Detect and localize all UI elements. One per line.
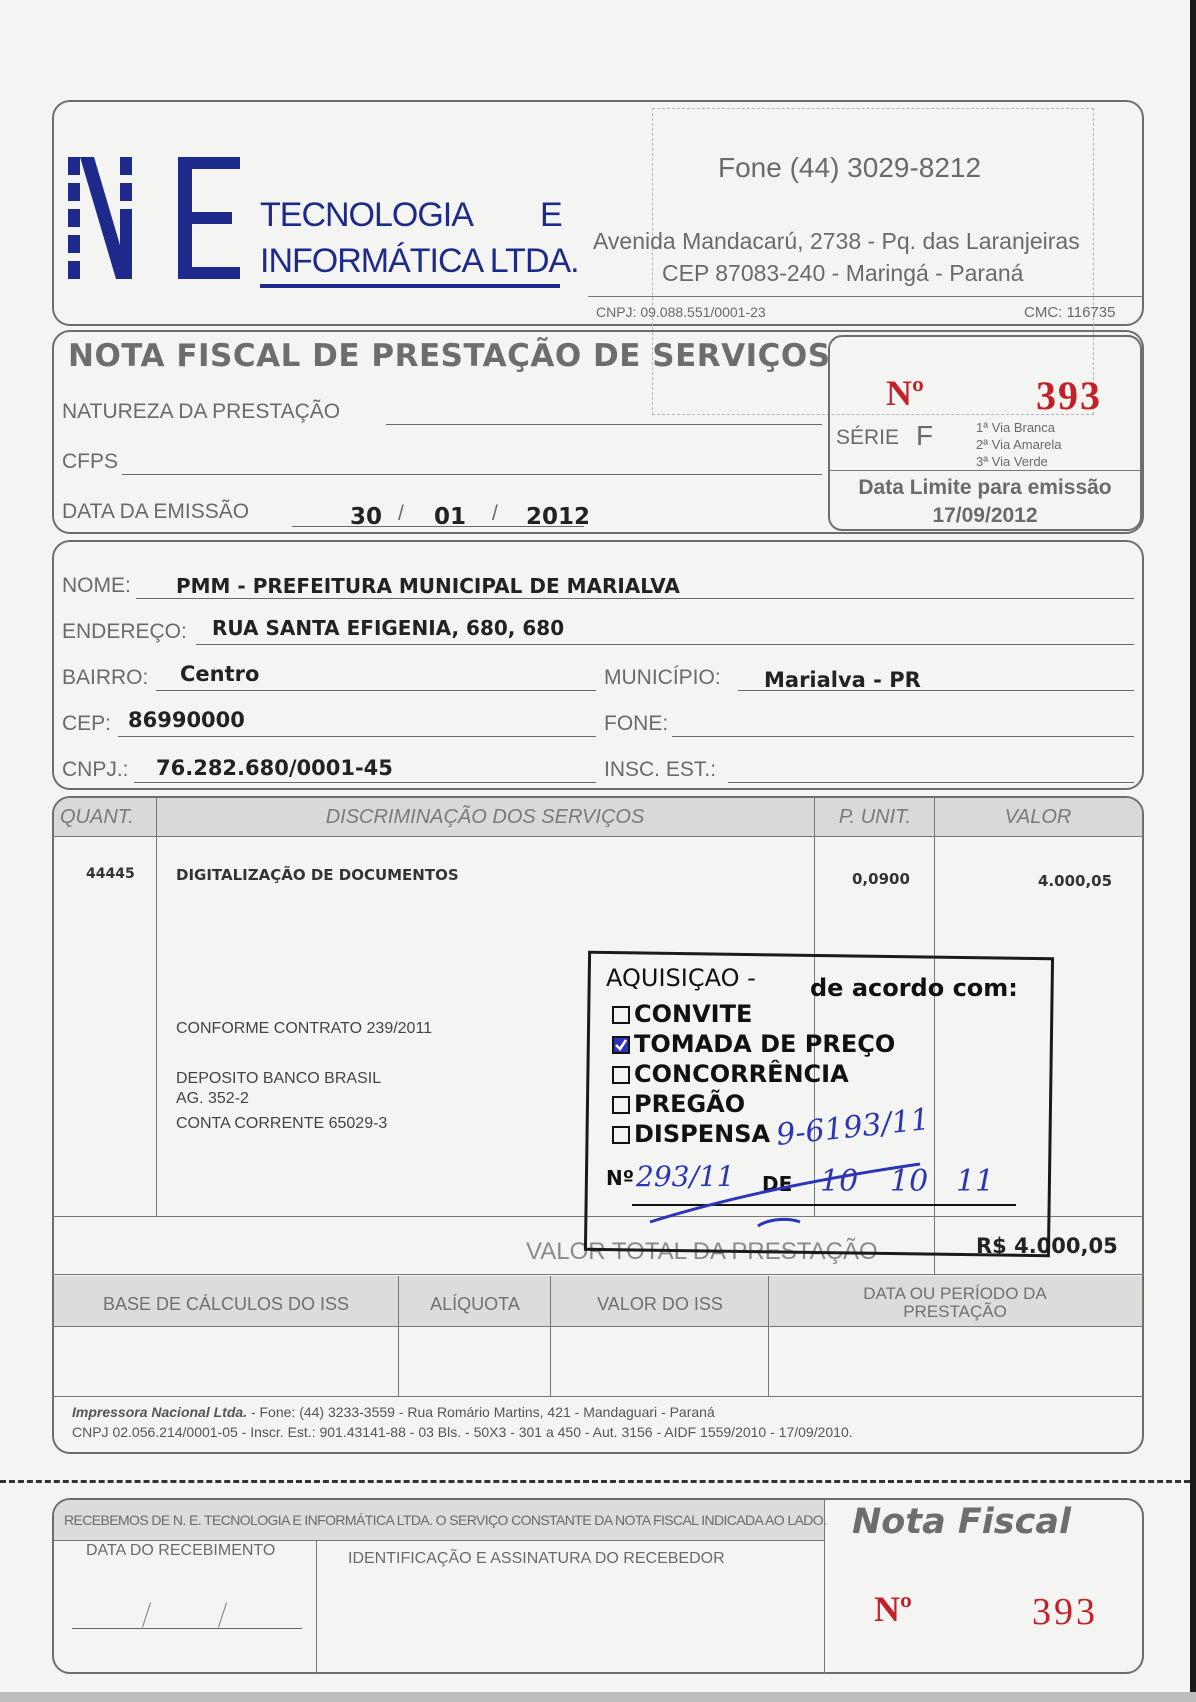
stamp-option-label: TOMADA DE PREÇO xyxy=(634,1030,896,1058)
cep-line xyxy=(118,736,596,737)
nome-line xyxy=(136,598,1134,599)
iss-header-line xyxy=(52,1326,1144,1327)
printer-line1 xyxy=(72,1404,715,1420)
printer-contact: - Fone: (44) 3233-3559 - Rua Romário Martins, 421 - Mandaguari - Paraná xyxy=(247,1404,715,1420)
bairro-line xyxy=(156,690,596,691)
total-label: VALOR TOTAL DA PRESTAÇÃO xyxy=(526,1238,878,1265)
service-unit-price: 0,0900 xyxy=(852,870,910,888)
nome-label: NOME: xyxy=(62,574,131,597)
stamp-option-tomada xyxy=(612,1030,895,1058)
stamp-option-label: DISPENSA xyxy=(634,1120,771,1148)
natureza-label: NATUREZA DA PRESTAÇÃO xyxy=(62,400,341,423)
cfps-label: CFPS xyxy=(62,450,119,473)
stamp-num-label: Nº xyxy=(606,1166,635,1190)
stamp-option-dispensa xyxy=(612,1120,770,1148)
header-punit: P. UNIT. xyxy=(838,806,912,828)
iss-top-line xyxy=(52,1274,1144,1275)
iss-sep-3 xyxy=(768,1276,769,1396)
receipt-id-label: IDENTIFICAÇÃO E ASSINATURA DO RECEBEDOR xyxy=(348,1550,725,1567)
cep-label: CEP: xyxy=(62,712,112,735)
receipt-number-symbol: Nº xyxy=(874,1589,912,1629)
company-phone: Fone (44) 3029-8212 xyxy=(718,152,982,183)
fone-label: FONE: xyxy=(604,712,669,735)
via-1: 1ª Via Branca xyxy=(976,420,1056,435)
natureza-line xyxy=(386,424,822,425)
checkbox-icon xyxy=(612,1066,630,1084)
header-quant: QUANT. xyxy=(60,806,134,828)
emissao-label: DATA DA EMISSÃO xyxy=(62,500,250,523)
serie-label: SÉRIE xyxy=(836,426,900,449)
receipt-date-label: DATA DO RECEBIMENTO xyxy=(86,1542,276,1559)
emissao-year: 2012 xyxy=(526,504,591,530)
stamp-option-label: PREGÃO xyxy=(634,1090,746,1118)
insc-line xyxy=(728,782,1134,783)
document-number: 393 xyxy=(1036,373,1102,418)
stamp-date-year: 11 xyxy=(956,1164,995,1199)
note-contract: CONFORME CONTRATO 239/2011 xyxy=(176,1020,433,1037)
service-quantity: 44445 xyxy=(86,866,135,882)
bairro-label: BAIRRO: xyxy=(62,666,149,689)
scan-edge xyxy=(1190,0,1196,1702)
receipt-date-blank xyxy=(72,1628,302,1629)
stamp-date-day: 10 xyxy=(820,1164,859,1199)
checked-checkbox-icon xyxy=(612,1036,630,1054)
stamp-title-b: de acordo com: xyxy=(810,974,1018,1002)
printer-name: Impressora Nacional Ltda. xyxy=(72,1404,248,1420)
emissao-slash-2: / xyxy=(492,502,498,525)
number-symbol: Nº xyxy=(886,373,924,413)
emissao-slash-1: / xyxy=(398,502,404,525)
endereco-label: ENDEREÇO: xyxy=(62,620,187,643)
stamp-option-convite xyxy=(612,1000,752,1028)
company-name-line1-suffix: E xyxy=(540,196,563,234)
checkbox-icon xyxy=(612,1126,630,1144)
cnpj-label: CNPJ.: xyxy=(62,758,129,781)
iss-header-valor: VALOR DO ISS xyxy=(597,1294,723,1314)
iss-sep-2 xyxy=(550,1276,551,1396)
company-name-line2: INFORMÁTICA LTDA. xyxy=(260,242,579,280)
iss-header-data: DATA OU PERÍODO DA PRESTAÇÃO xyxy=(863,1284,1047,1321)
note-agency: AG. 352-2 xyxy=(176,1090,249,1107)
municipio-label: MUNICÍPIO: xyxy=(604,666,721,689)
service-value: 4.000,05 xyxy=(1038,872,1113,890)
company-name-underline xyxy=(260,284,560,288)
stamp-date-month: 10 xyxy=(890,1164,929,1199)
limit-label: Data Limite para emissão xyxy=(858,476,1112,499)
note-bank: DEPOSITO BANCO BRASIL xyxy=(176,1070,382,1087)
insc-label: INSC. EST.: xyxy=(604,758,717,781)
iss-header-aliquota: ALÍQUOTA xyxy=(430,1294,520,1314)
services-header-line xyxy=(52,836,1144,837)
via-3: 3ª Via Verde xyxy=(976,454,1048,469)
emissao-month: 01 xyxy=(434,504,467,530)
company-logo xyxy=(66,155,242,285)
header-separator xyxy=(588,296,1144,297)
document-title: NOTA FISCAL DE PRESTAÇÃO DE SERVIÇOS xyxy=(68,338,831,374)
stamp-num-value: 293/11 xyxy=(636,1160,735,1193)
receipt-number: 393 xyxy=(1032,1591,1098,1633)
stamp-title-a: AQUISIÇAO - xyxy=(606,964,756,992)
emissao-day: 30 xyxy=(350,504,383,530)
perforation-line xyxy=(0,1480,1190,1483)
cnpj-value: 76.282.680/0001-45 xyxy=(156,756,393,780)
company-cmc: CMC: 116735 xyxy=(1024,304,1116,321)
iss-sep-1 xyxy=(398,1276,399,1396)
company-name-line1: TECNOLOGIA xyxy=(260,196,473,234)
receipt-sep-1 xyxy=(824,1500,825,1674)
nome-value: PMM - PREFEITURA MUNICIPAL DE MARIALVA xyxy=(176,574,680,598)
service-description: DIGITALIZAÇÃO DE DOCUMENTOS xyxy=(176,866,459,884)
cep-value: 86990000 xyxy=(128,708,245,732)
cnpj-line xyxy=(134,782,596,783)
receipt-header-line xyxy=(54,1540,824,1541)
limit-separator xyxy=(830,470,1142,471)
bairro-value: Centro xyxy=(180,662,260,686)
scan-bottom-edge xyxy=(0,1692,1196,1702)
receipt-title: Nota Fiscal xyxy=(852,1502,1071,1542)
stamp-option-concorrencia xyxy=(612,1060,849,1088)
stamp-de-label: DE xyxy=(762,1172,793,1196)
note-account: CONTA CORRENTE 65029-3 xyxy=(176,1115,388,1132)
endereco-value: RUA SANTA EFIGENIA, 680, 680 xyxy=(212,616,565,640)
receipt-text: RECEBEMOS DE N. E. TECNOLOGIA E INFORMÁTICA LTDA. O SERVIÇO CONSTANTE DA NOTA FISCAL INDICADA AO LADO. xyxy=(64,1512,827,1528)
stamp-handwritten-note: 9-6193/11 xyxy=(774,1102,932,1153)
stamp-pen-stroke xyxy=(640,1160,940,1230)
total-value: R$ 4.000,05 xyxy=(976,1234,1118,1258)
col-sep-1 xyxy=(156,798,157,1216)
printer-line2: CNPJ 02.056.214/0001-05 - Inscr. Est.: 901.43141-88 - 03 Bls. - 50X3 - 301 a 450 - Aut. 3156 - AIDF 1559/2010 - 17/09/2010. xyxy=(72,1424,853,1440)
receipt-sep-2 xyxy=(316,1540,317,1674)
serie-value: F xyxy=(916,420,934,451)
iss-bottom-line xyxy=(52,1396,1144,1397)
stamp-option-pregao xyxy=(612,1090,745,1118)
via-2: 2ª Via Amarela xyxy=(976,437,1062,452)
checkbox-icon xyxy=(612,1096,630,1114)
cfps-line xyxy=(122,474,822,475)
municipio-value: Marialva - PR xyxy=(764,668,921,692)
company-cep-city: CEP 87083-240 - Maringá - Paraná xyxy=(662,260,1024,286)
company-cnpj: CNPJ: 09.088.551/0001-23 xyxy=(596,304,766,320)
endereco-line xyxy=(196,644,1134,645)
fone-line xyxy=(672,736,1134,737)
limit-date: 17/09/2012 xyxy=(932,504,1038,527)
header-discriminacao: DISCRIMINAÇÃO DOS SERVIÇOS xyxy=(325,806,645,828)
header-valor: VALOR xyxy=(1004,806,1072,828)
checkbox-icon xyxy=(612,1006,630,1024)
stamp-option-label: CONVITE xyxy=(634,1000,753,1028)
stamp-option-label: CONCORRÊNCIA xyxy=(634,1060,849,1088)
iss-header-base: BASE DE CÁLCULOS DO ISS xyxy=(102,1294,350,1314)
company-address: Avenida Mandacarú, 2738 - Pq. das Laranjeiras xyxy=(593,228,1080,254)
